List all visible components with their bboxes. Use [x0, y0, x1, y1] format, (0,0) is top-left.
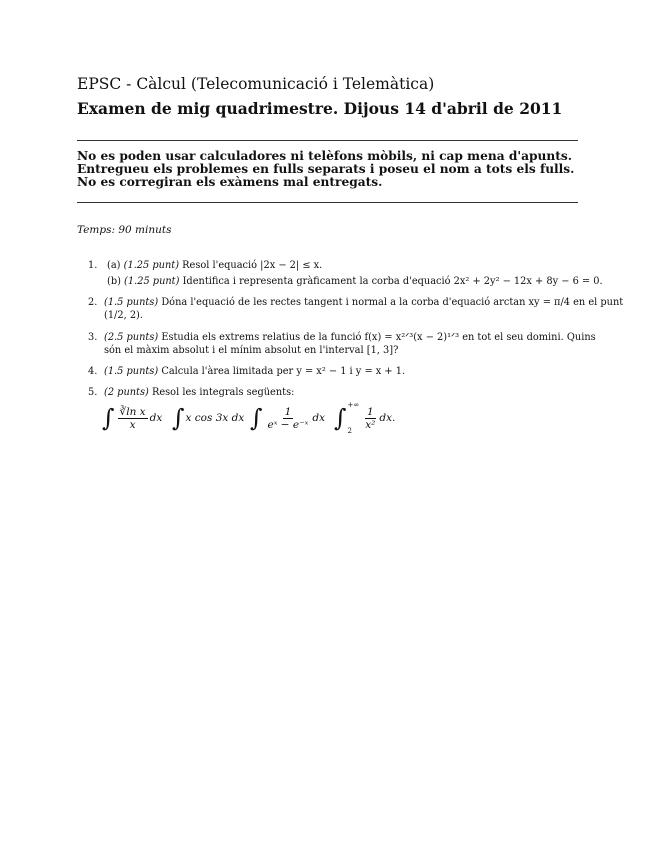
integral-sign: ∫	[334, 404, 347, 432]
numerator: ∛ln x	[119, 405, 146, 418]
denominator: eˣ − e⁻ˣ	[267, 418, 309, 431]
upper-limit: +∞	[347, 401, 360, 409]
points: (1.5 punts)	[104, 297, 159, 308]
time-limit: Temps: 90 minuts	[77, 224, 172, 236]
question-1b	[107, 276, 603, 289]
points: (2.5 punts)	[104, 332, 159, 343]
points: (1.5 punts)	[104, 366, 159, 377]
points: (2 punts)	[104, 387, 149, 398]
bottom-divider	[77, 202, 578, 203]
question-number: 1.	[88, 260, 98, 271]
differential: dx	[149, 412, 163, 424]
exam-title: Examen de mig quadrimestre. Dijous 14 d'abril de 2011	[77, 99, 563, 118]
question-text: Resol l'equació |2x − 2| ≤ x.	[179, 260, 323, 271]
question-2	[104, 297, 623, 310]
integral-limits	[348, 401, 360, 435]
integral-sign: ∫	[102, 404, 115, 432]
integral-3	[250, 400, 325, 436]
integral-sign: ∫	[172, 404, 185, 432]
question-number: 4.	[88, 366, 98, 377]
instruction-line: No es poden usar calculadores ni telèfons mòbils, ni cap mena d'apunts.	[77, 149, 572, 163]
top-divider	[77, 140, 578, 141]
question-3	[104, 332, 596, 345]
part-label: (b)	[107, 276, 121, 287]
integral-sign: ∫	[250, 404, 263, 432]
denominator: x	[129, 418, 136, 431]
fraction	[363, 406, 377, 431]
numerator: 1	[366, 405, 374, 418]
integrals-row	[102, 400, 422, 436]
question-text: Estudia els extrems relatius de la funció f(x) = x²ᐟ³(x − 2)¹ᐟ³ en tot el seu domini. Quins	[158, 332, 596, 343]
denominator: x²	[365, 418, 376, 431]
course-title: EPSC - Càlcul (Telecomunicació i Telemàtica)	[77, 75, 435, 93]
question-2-cont: (1/2, 2).	[104, 310, 143, 321]
question-3-cont: són el màxim absolut i el mínim absolut en l'interval [1, 3]?	[104, 345, 399, 356]
integral-1	[102, 400, 162, 436]
fraction	[118, 406, 148, 431]
instruction-line: No es corregiran els exàmens mal entregats.	[77, 175, 383, 189]
question-4	[104, 366, 405, 379]
points: (1.25 punt)	[124, 276, 180, 287]
question-1a	[107, 260, 322, 273]
lower-limit: 2	[347, 427, 352, 435]
question-5	[104, 387, 294, 400]
integral-2	[172, 400, 244, 436]
differential: dx.	[379, 412, 396, 424]
integral-4	[334, 400, 395, 436]
question-text: Calcula l'àrea limitada per y = x² − 1 i y = x + 1.	[158, 366, 406, 377]
part-label: (a)	[107, 260, 121, 271]
question-text: Identifica i representa gràficament la corba d'equació 2x² + 2y² − 12x + 8y − 6 = 0.	[179, 276, 603, 287]
question-text: Dóna l'equació de les rectes tangent i normal a la corba d'equació arctan xy = π/4 en el punt	[158, 297, 624, 308]
instruction-line: Entregueu els problemes en fulls separats i poseu el nom a tots els fulls.	[77, 162, 575, 176]
differential: dx	[312, 412, 326, 424]
question-number: 2.	[88, 297, 98, 308]
question-number: 5.	[88, 387, 98, 398]
instructions-block	[77, 150, 574, 189]
question-number: 3.	[88, 332, 98, 343]
fraction	[266, 406, 311, 431]
numerator: 1	[284, 405, 292, 418]
question-text: Resol les integrals següents:	[148, 387, 295, 398]
points: (1.25 punt)	[123, 260, 180, 271]
integrand: x cos 3x dx	[185, 412, 245, 424]
